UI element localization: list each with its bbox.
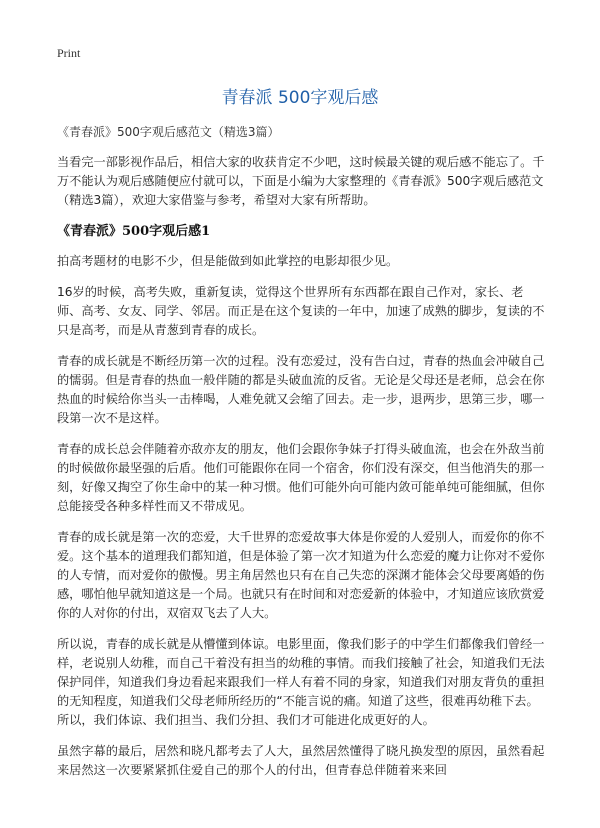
page-title: 青春派 500字观后感 xyxy=(221,88,379,108)
document-subtitle: 《青春派》500字观后感范文（精选3篇） xyxy=(57,125,280,139)
paragraph: 虽然字幕的最后，居然和晓凡都考去了人大，虽然居然懂得了晓凡换发型的原因，虽然看起来居然这一次要紧紧抓住爱自己的那个人的付出，但青春总伴随着来来回 xyxy=(57,744,545,777)
print-link[interactable]: Print xyxy=(57,46,81,60)
intro-paragraph: 当看完一部影视作品后，相信大家的收获肯定不少吧，这时候最关键的观后感不能忘了。千万不能认为观后感随便应付就可以，下面是小编为大家整理的《青春派》500字观后感范文（精选3篇），欢迎大家借鉴与参考，希望对大家有所帮助。 xyxy=(57,155,545,207)
paragraph: 青春的成长就是不断经历第一次的过程。没有恋爱过，没有告白过，青春的热血会冲破自己的懦弱。但是青春的热血一般伴随的都是头破血流的反省。无论是父母还是老师，总会在你热血的时候给你当头一击棒喝，人难免就又会缩了回去。走一步，退两步，思第三步，哪一段第一次不是这样。 xyxy=(57,354,545,425)
paragraph: 所以说，青春的成长就是从懵懂到体谅。电影里面，像我们影子的中学生们都像我们曾经一样，老说别人幼稚，而自己干着没有担当的幼稚的事情。而我们接触了社会，知道我们无法保护同伴，知道我们身边看起来跟我们一样人有着不同的身家，知道我们对朋友背负的重担的无知程度，知道我们父母老师所经历的“不能言说的痛。知道了这些，很难再幼稚下去。所以，我们体谅、我们担当、我们分担、我们才可能进化成更好的人。 xyxy=(57,637,545,727)
section-heading: 《青春派》500字观后感1 xyxy=(57,224,211,239)
paragraph: 16岁的时候，高考失败，重新复读，觉得这个世界所有东西都在跟自己作对，家长、老师、高考、女友、同学、邻居。而正是在这个复读的一年中，加速了成熟的脚步，复读的不只是高考，而是从青葱到青春的成长。 xyxy=(57,285,545,337)
paragraph: 青春的成长就是第一次的恋爱，大千世界的恋爱故事大体是你爱的人爱别人，而爱你的你不爱。这个基本的道理我们都知道，但是体验了第一次才知道为什么恋爱的魔力让你对不爱你的人专情，而对爱你的傲慢。男主角居然也只有在自己失恋的深渊才能体会父母要离婚的伤感，哪怕他早就知道这是一个局。也就只有在时间和对恋爱新的体验中，才知道应该欣赏爱你的人对你的付出，双宿双飞去了人大。 xyxy=(57,530,545,620)
paragraph: 青春的成长总会伴随着亦敌亦友的朋友，他们会跟你争妹子打得头破血流，也会在外敌当前的时候做你最坚强的后盾。他们可能跟你在同一个宿舍，你们没有深交，但当他消失的那一刻，好像又掏空了你生命中的某一种习惯。他们可能外向可能内敛可能单纯可能细腻，但你总能接受各种多样性而又不带成见。 xyxy=(57,442,545,513)
paragraph: 拍高考题材的电影不少，但是能做到如此掌控的电影却很少见。 xyxy=(57,254,399,268)
article-body xyxy=(57,153,547,792)
